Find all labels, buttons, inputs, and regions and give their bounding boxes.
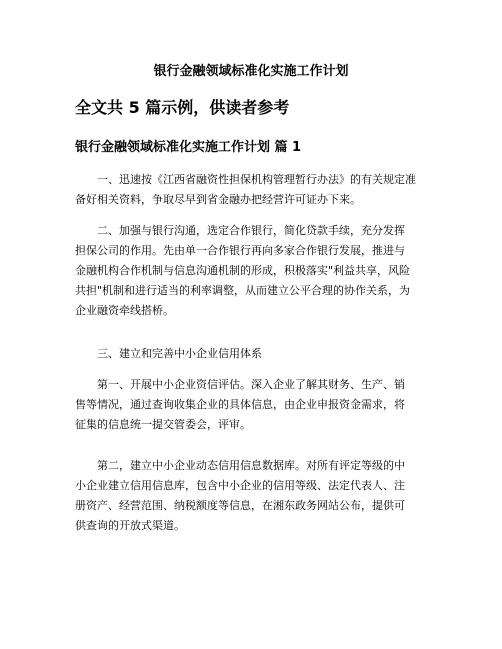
paragraph-line: 一、迅速按《江西省融资性担保机构管理暂行办法》的有关规定准 (97, 173, 416, 186)
paragraph-line: 三、建立和完善中小企业信用体系 (97, 347, 262, 360)
document-subtitle: 全文共 5 篇示例，供读者参考 (75, 98, 290, 117)
paragraph-1 (75, 170, 435, 210)
paragraph-line: 备好相关资料，争取尽早到省金融办把经营许可证办下来。 (75, 193, 361, 206)
document-title: 银行金融领域标准化实施工作计划 (153, 64, 349, 79)
paragraph-line: 共担"机制和进行适当的利率调整，从而建立公平合理的协作关系，为 (75, 284, 411, 297)
paragraph-line: 第二，建立中小企业动态信用信息数据库。对所有评定等级的中 (97, 459, 405, 472)
paragraph-line: 担保公司的作用。先由单一合作银行再向多家合作银行发展，推进与 (75, 244, 405, 257)
section-heading: 银行金融领域标准化实施工作计划 篇 1 (75, 140, 302, 155)
paragraph-line: 征集的信息统一提交管委会，评审。 (75, 418, 251, 431)
paragraph-3 (75, 344, 435, 364)
paragraph-line: 第一、开展中小企业资信评估。深入企业了解其财务、生产、销 (97, 378, 405, 391)
paragraph-line: 二、加强与银行沟通，选定合作银行，简化贷款手续，充分发挥 (97, 224, 405, 237)
paragraph-5 (75, 456, 435, 536)
paragraph-line: 企业融资牵线搭桥。 (75, 304, 174, 317)
paragraph-2 (75, 221, 435, 321)
paragraph-line: 供查询的开放式渠道。 (75, 519, 185, 532)
paragraph-line: 售等情况，通过查询收集企业的具体信息，由企业申报资金需求，将 (75, 398, 405, 411)
paragraph-line: 册资产、经营范围、纳税额度等信息，在湘东政务网站公布，提供可 (75, 499, 405, 512)
paragraph-line: 金融机构合作机制与信息沟通机制的形成，积极落实"利益共享，风险 (75, 264, 411, 277)
paragraph-4 (75, 375, 435, 435)
paragraph-line: 小企业建立信用信息库，包含中小企业的信用等级、法定代表人、注 (75, 479, 405, 492)
